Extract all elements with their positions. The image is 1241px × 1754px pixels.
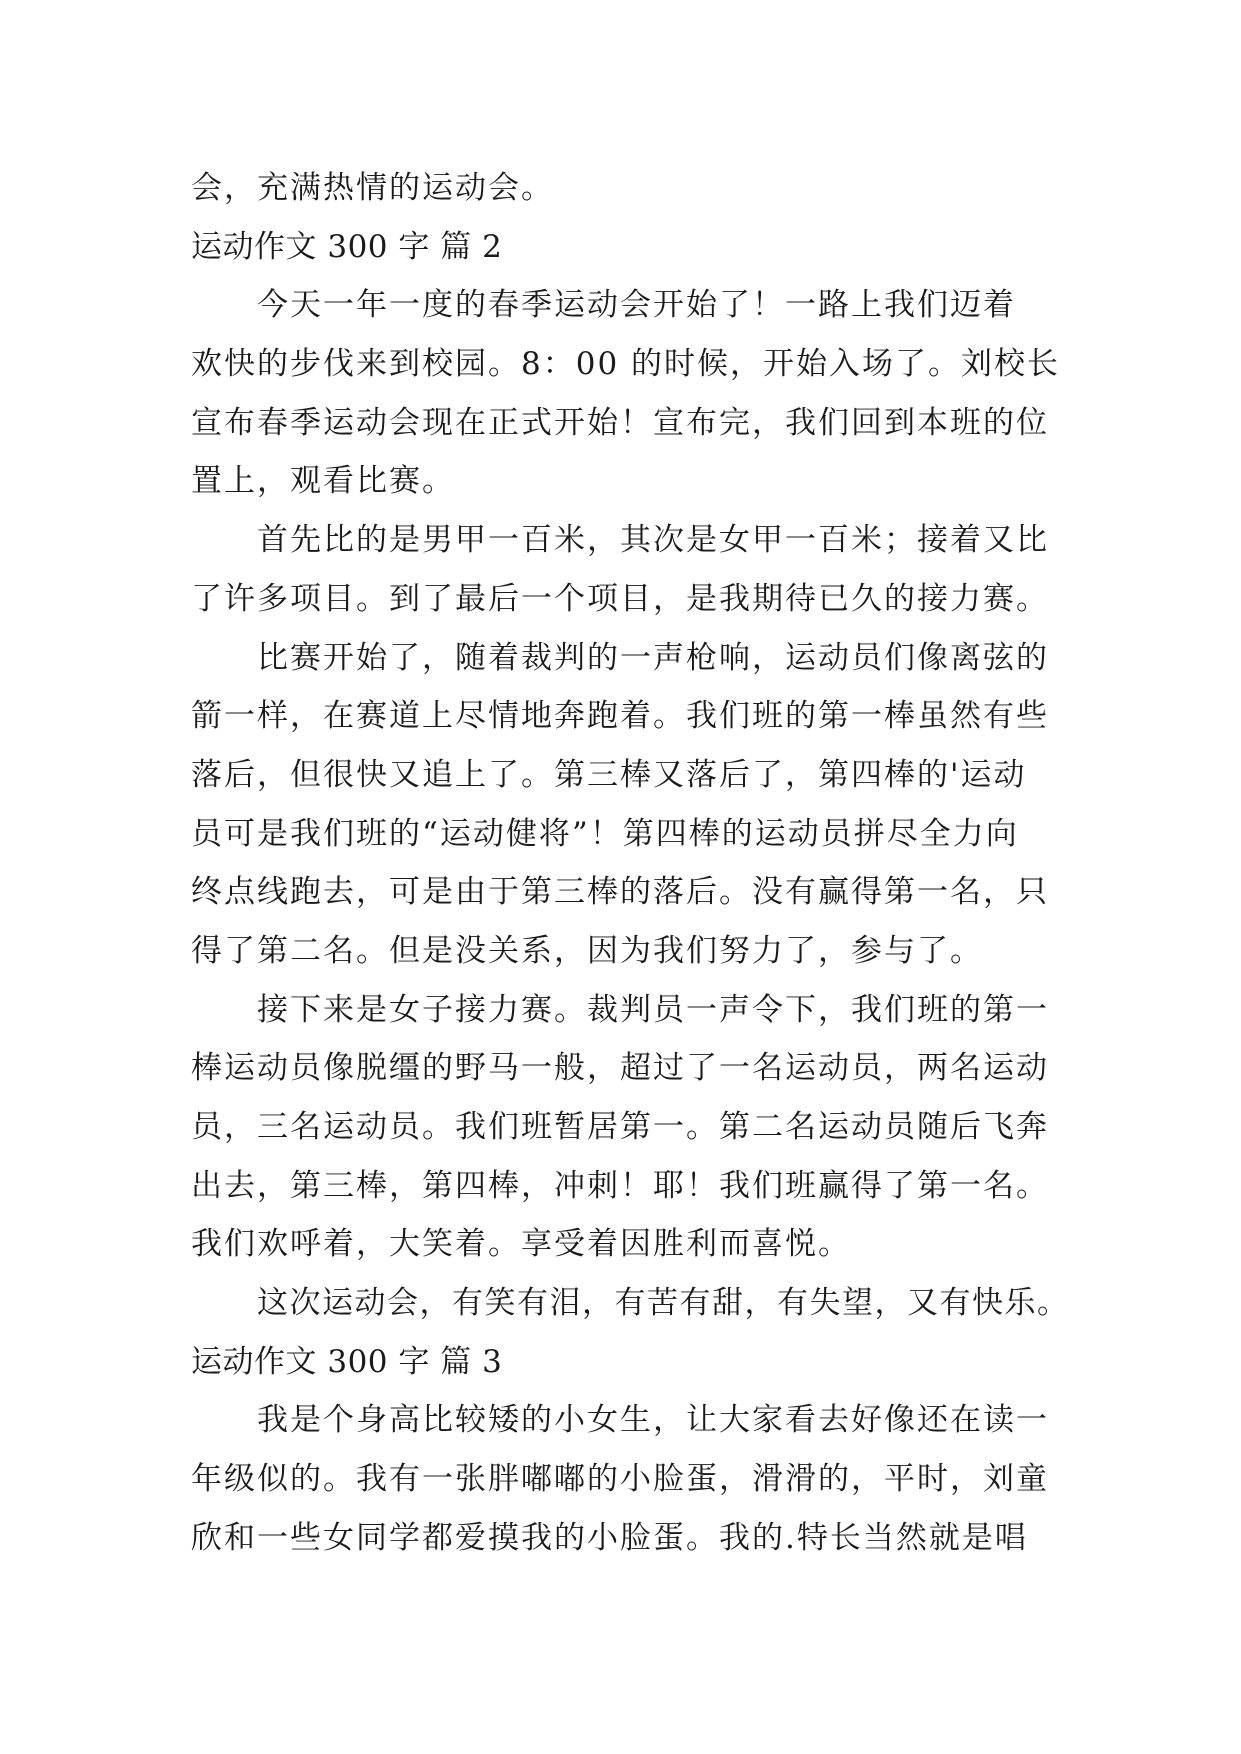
text-line: 我们欢呼着，大笑着。享受着因胜利而喜悦。: [191, 1226, 851, 1263]
text-line: 员可是我们班的“运动健将”！第四棒的运动员拼尽全力向: [191, 815, 1019, 852]
text-line: 棒运动员像脱缰的野马一般，超过了一名运动员，两名运动: [191, 1050, 1049, 1087]
text-line: 得了第二名。但是没关系，因为我们努力了，参与了。: [191, 932, 983, 969]
text-line: 置上，观看比赛。: [191, 463, 455, 500]
text-line: 年级似的。我有一张胖嘟嘟的小脸蛋，滑滑的，平时，刘童: [191, 1461, 1049, 1498]
text-line: 会，充满热情的运动会。: [191, 170, 554, 206]
paragraph-first-line: 我是个身高比较矮的小女生，让大家看去好像还在读一: [257, 1402, 1049, 1439]
document-body: [191, 159, 1071, 1568]
text-line: 欢快的步伐来到校园。8：00 的时候，开始入场了。刘校长: [191, 346, 1061, 383]
section-heading: 运动作文 300 字 篇 3: [191, 1343, 503, 1380]
section-heading: 运动作文 300 字 篇 2: [191, 228, 503, 265]
text-line: 员，三名运动员。我们班暂居第一。第二名运动员随后飞奔: [191, 1109, 1049, 1145]
text-line: 宣布春季运动会现在正式开始！宣布完，我们回到本班的位: [191, 404, 1049, 441]
paragraph-first-line: 比赛开始了，随着裁判的一声枪响，运动员们像离弦的: [257, 639, 1049, 676]
paragraph-first-line: 接下来是女子接力赛。裁判员一声令下，我们班的第一: [257, 991, 1049, 1028]
text-line: 了许多项目。到了最后一个项目，是我期待已久的接力赛。: [191, 580, 1049, 617]
text-line: 出去，第三棒，第四棒，冲刺！耶！我们班赢得了第一名。: [191, 1167, 1049, 1204]
text-line: 欣和一些女同学都爱摸我的小脸蛋。我的.特长当然就是唱: [191, 1519, 1028, 1556]
text-line: 终点线跑去，可是由于第三棒的落后。没有赢得第一名，只: [191, 874, 1049, 911]
paragraph-first-line: 这次运动会，有笑有泪，有苦有甜，有失望，又有快乐。: [257, 1285, 1070, 1322]
text-line: 箭一样，在赛道上尽情地奔跑着。我们班的第一棒虽然有些: [191, 698, 1049, 735]
paragraph-first-line: 今天一年一度的春季运动会开始了！一路上我们迈着: [257, 287, 1016, 324]
text-line: 落后，但很快又追上了。第三棒又落后了，第四棒的'运动: [191, 756, 1027, 793]
paragraph-first-line: 首先比的是男甲一百米，其次是女甲一百米；接着又比: [257, 522, 1049, 559]
